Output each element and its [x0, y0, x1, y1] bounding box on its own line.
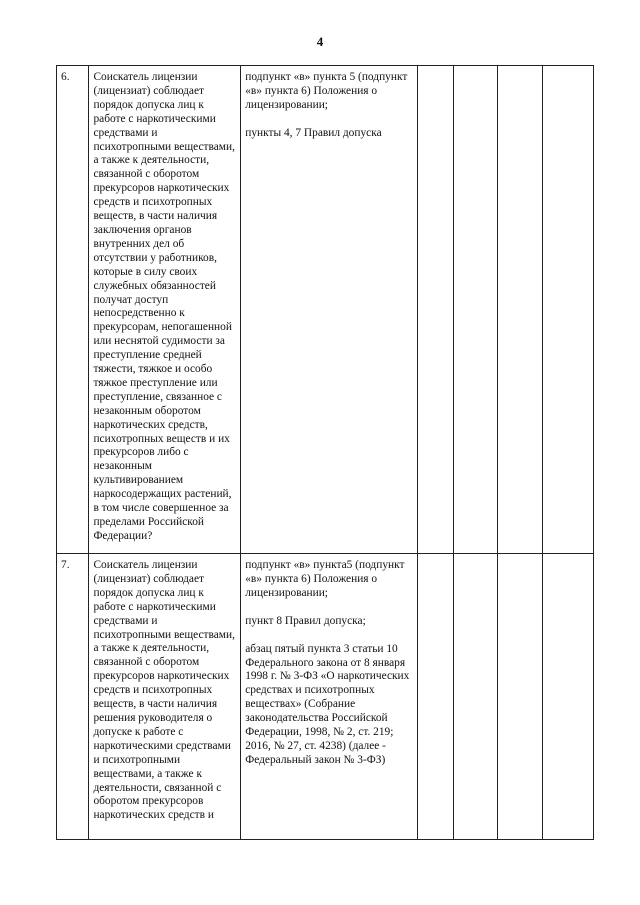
- notes-cell[interactable]: [542, 66, 593, 554]
- row-number: 6.: [57, 66, 89, 554]
- question-cell: [89, 66, 241, 554]
- page-number: 4: [316, 34, 324, 49]
- notes-cell[interactable]: [542, 554, 593, 840]
- reference-text: абзац пятый пункта 3 статьи 10 Федерального закона от 8 января 1998 г. № 3-ФЗ «О наркотических средствах и психотропных веществах» (Собрание законодательства Российской Федерации, 1998, № 2, ст. 219; 2016, № 27, ст. 4238) (далее - Федеральный закон № 3-ФЗ): [245, 642, 410, 766]
- question-cell: [89, 554, 241, 840]
- question-text: Соискатель лицензии (лицензиат) соблюдает порядок допуска лиц к работе с наркотическими средствами и психотропными веществами, а также к деятельности, связанной с оборотом прекурсоров наркотических средств и психотропных веществ, в части наличия заключения органов внутренних дел об отсутствии у работников, которые в силу своих служебных обязанностей получат доступ непосредственно к прекурсорам, непогашенной или неснятой судимости за преступление средней тяжести, тяжкое и особо тяжкое преступление или преступление, связанное с незаконным оборотом наркотических средств, психотропных веществ и их прекурсоров либо с незаконным культивированием наркосодержащих растений, в том числе совершенное за пределами Российской Федерации?: [93, 71, 235, 542]
- table-row: [57, 554, 594, 840]
- answer-yes-cell[interactable]: [418, 554, 454, 840]
- row-number: 7.: [57, 554, 89, 840]
- answer-no-cell[interactable]: [453, 554, 497, 840]
- reference-text: подпункт «в» пункта5 (подпункт «в» пункта 6) Положения о лицензировании;: [245, 559, 405, 599]
- answer-na-cell[interactable]: [497, 66, 542, 554]
- reference-cell: [241, 554, 418, 840]
- answer-na-cell[interactable]: [497, 554, 542, 840]
- answer-no-cell[interactable]: [453, 66, 497, 554]
- checklist-table: [56, 65, 594, 840]
- table-row: [57, 66, 594, 554]
- answer-yes-cell[interactable]: [418, 66, 454, 554]
- reference-text: пункты 4, 7 Правил допуска: [245, 126, 382, 139]
- reference-cell: [241, 66, 418, 554]
- reference-text: подпункт «в» пункта 5 (подпункт «в» пункта 6) Положения о лицензировании;: [245, 71, 408, 111]
- question-text: Соискатель лицензии (лицензиат) соблюдает порядок допуска лиц к работе с наркотическими средствами и психотропными веществами, а также к деятельности, связанной с оборотом прекурсоров наркотических средств и психотропных веществ, в части наличия решения руководителя о допуске к работе с наркотическими средствами и психотропными веществами, а также к деятельности, связанной с оборотом прекурсоров наркотических средств и: [93, 559, 235, 822]
- reference-text: пункт 8 Правил допуска;: [245, 614, 366, 627]
